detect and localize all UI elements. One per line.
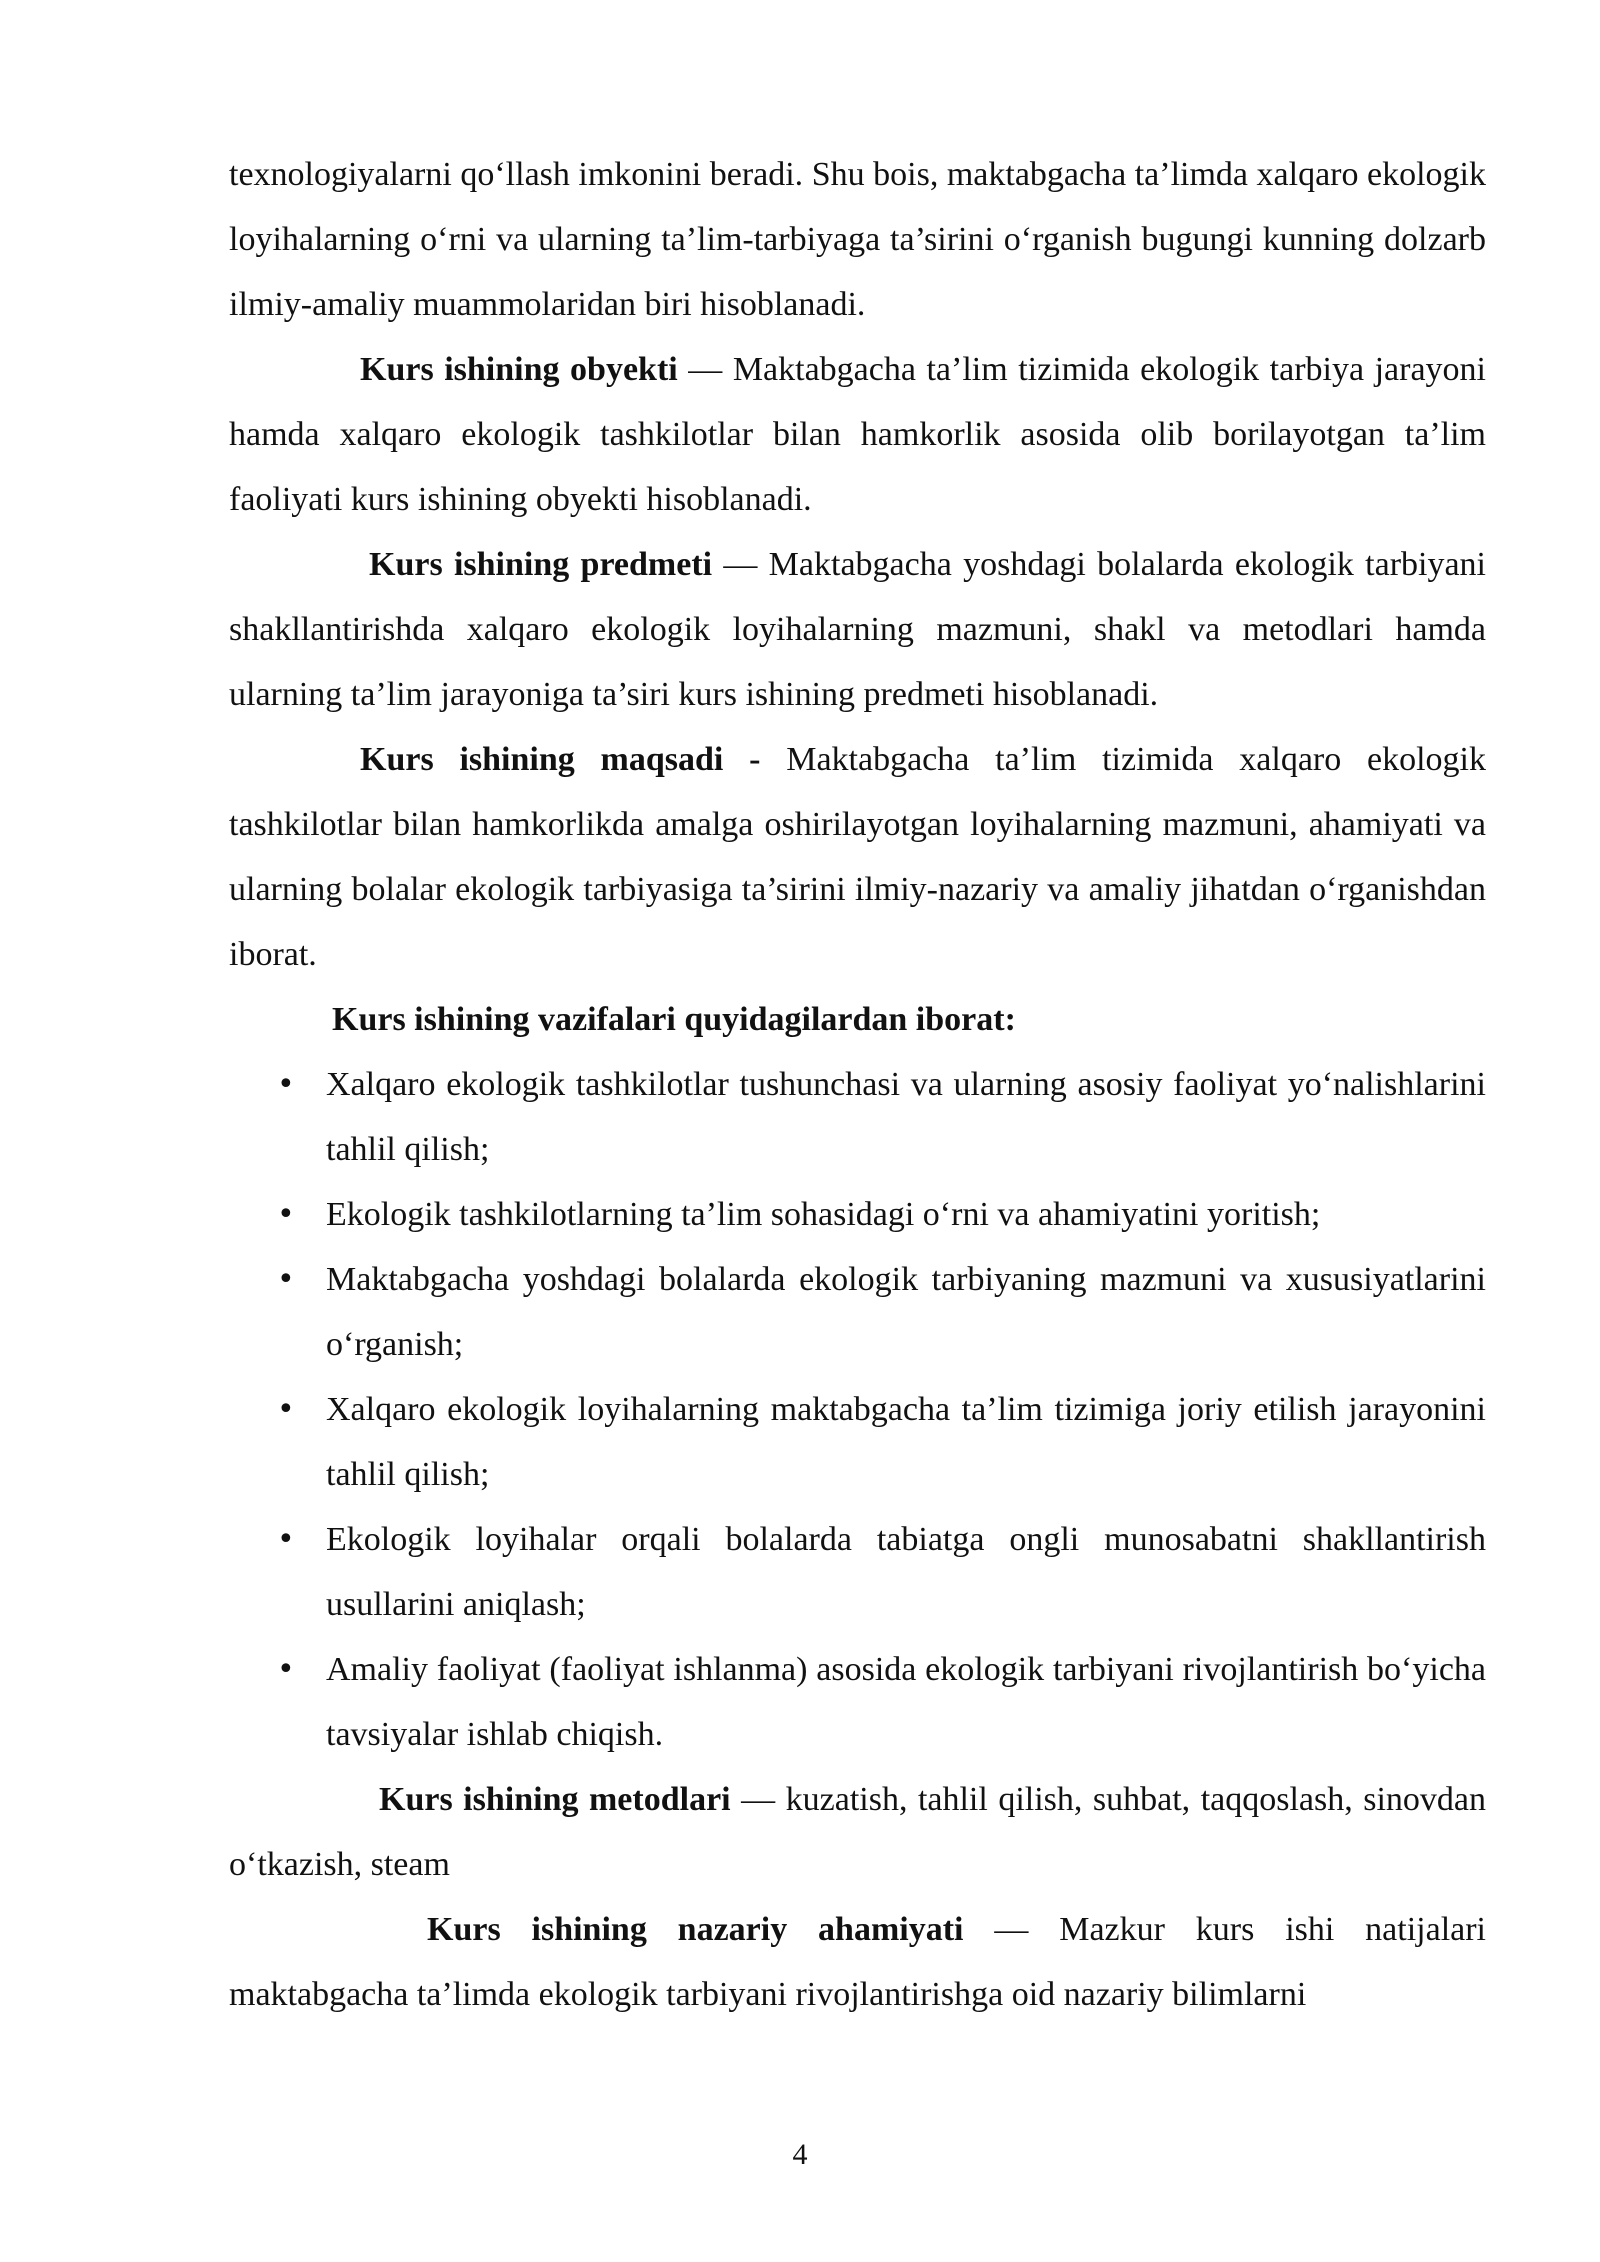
tasks-list — [229, 1052, 1486, 1767]
methods-paragraph — [229, 1767, 1486, 1897]
task-text: Ekologik tashkilotlarning ta’lim sohasidagi o‘rni va ahamiyatini yoritish; — [326, 1196, 1321, 1233]
subject-separator: — — [712, 546, 769, 583]
list-item — [229, 1507, 1486, 1637]
intro-paragraph: texnologiyalarni qo‘llash imkonini beradi. Shu bois, maktabgacha ta’limda xalqaro ekologik loyihalarning o‘rni va ularning ta’lim-tarbiyaga ta’sirini o‘rganish bugungi kunning dolzarb ilmiy-amaliy muammolaridan biri hisoblanadi. — [229, 156, 1486, 323]
object-text: Maktabgacha ta’lim tizimida ekologik tarbiya jarayoni hamda xalqaro ekologik tashkilotlar bilan hamkorlik asosida olib borilayotgan ta’lim faoliyati kurs ishining obyekti hisoblanadi. — [229, 351, 1487, 518]
list-item — [229, 1247, 1486, 1377]
list-item — [229, 1052, 1486, 1182]
theory-label: Kurs ishining nazariy ahamiyati — [427, 1911, 964, 1948]
bullet-icon: • — [277, 1197, 295, 1232]
object-paragraph — [229, 337, 1486, 532]
subject-text: Maktabgacha yoshdagi bolalarda ekologik tarbiyani shakllantirishda xalqaro ekologik loyihalarning mazmuni, shakl va metodlari hamda ularning ta’lim jarayoniga ta’siri kurs ishining predmeti hisoblanadi. — [229, 546, 1487, 713]
goal-text: Maktabgacha ta’lim tizimida xalqaro ekologik tashkilotlar bilan hamkorlikda amalga oshirilayotgan loyihalarning mazmuni, ahamiyati va ularning bolalar ekologik tarbiyasiga ta’sirini ilmiy-nazariy va amaliy jihatdan o‘rganishdan iborat. — [229, 741, 1486, 973]
subject-paragraph — [229, 532, 1486, 727]
page-number: 4 — [792, 2138, 808, 2171]
task-text: Xalqaro ekologik loyihalarning maktabgacha ta’lim tizimiga joriy etilish jarayonini tahlil qilish; — [326, 1391, 1486, 1493]
list-item — [229, 1637, 1486, 1767]
methods-text: kuzatish, tahlil qilish, suhbat, taqqoslash, sinovdan o‘tkazish, steam — [229, 1781, 1487, 1883]
theory-text: Mazkur kurs ishi natijalari maktabgacha ta’limda ekologik tarbiyani rivojlantirishga oid nazariy bilimlarni — [229, 1911, 1487, 2013]
list-item — [229, 1182, 1486, 1247]
bullet-icon: • — [277, 1067, 295, 1102]
theory-paragraph — [229, 1897, 1486, 2027]
task-text: Ekologik loyihalar orqali bolalarda tabiatga ongli munosabatni shakllantirish usullarini aniqlash; — [326, 1521, 1486, 1623]
bullet-icon: • — [277, 1392, 295, 1427]
goal-paragraph — [229, 727, 1486, 987]
theory-separator: — — [963, 1911, 1060, 1948]
task-text: Maktabgacha yoshdagi bolalarda ekologik tarbiyaning mazmuni va xususiyatlarini o‘rganish; — [326, 1261, 1486, 1363]
body-text — [229, 142, 1486, 2027]
bullet-icon: • — [277, 1262, 295, 1297]
task-text: Amaliy faoliyat (faoliyat ishlanma) asosida ekologik tarbiyani rivojlantirish bo‘yicha tavsiyalar ishlab chiqish. — [326, 1651, 1486, 1753]
tasks-heading-text: Kurs ishining vazifalari quyidagilardan iborat: — [332, 1001, 1016, 1038]
subject-label: Kurs ishining predmeti — [369, 546, 713, 583]
tasks-heading — [229, 987, 1486, 1052]
methods-label: Kurs ishining metodlari — [379, 1781, 731, 1818]
list-item — [229, 1377, 1486, 1507]
goal-label: Kurs ishining maqsadi - — [360, 741, 761, 778]
task-text: Xalqaro ekologik tashkilotlar tushunchasi va ularning asosiy faoliyat yo‘nalishlarini tahlil qilish; — [326, 1066, 1486, 1168]
bullet-icon: • — [277, 1652, 295, 1687]
bullet-icon: • — [277, 1522, 295, 1557]
object-separator: — — [677, 351, 733, 388]
object-label: Kurs ishining obyekti — [360, 351, 678, 388]
methods-separator: — — [730, 1781, 786, 1818]
